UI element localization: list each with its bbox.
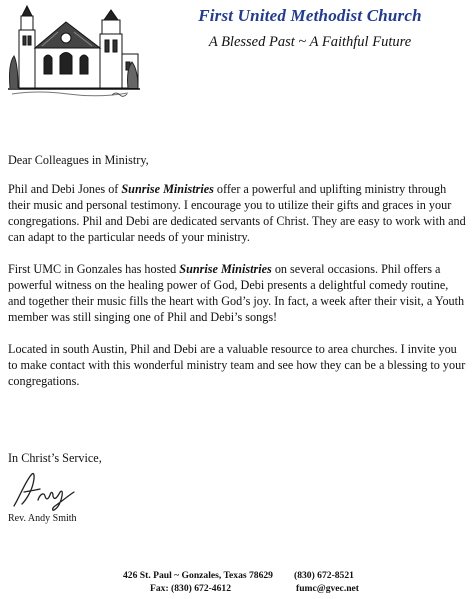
paragraph-2-pre: First UMC in Gonzales has hosted — [8, 262, 180, 276]
tagline-left: A Blessed Past — [208, 34, 295, 50]
footer-email: fumc@gvec.net — [296, 583, 360, 594]
church-sketch-image — [8, 4, 140, 100]
footer-phone: (830) 672-8521 — [294, 570, 354, 581]
closing: In Christ’s Service, — [8, 451, 102, 465]
letter-footer — [0, 569, 474, 595]
paragraph-1-pre: Phil and Debi Jones of — [8, 182, 122, 196]
tagline-separator: ~ — [298, 34, 307, 50]
signer-name: Rev. Andy Smith — [8, 513, 77, 524]
church-name: First United Methodist Church — [198, 6, 422, 25]
ministry-name: Sunrise Ministries — [121, 182, 214, 196]
letter-body — [8, 152, 468, 405]
ministry-name: Sunrise Ministries — [179, 262, 272, 276]
footer-line-2 — [0, 582, 474, 595]
footer-line-1 — [0, 569, 474, 582]
letterhead-tagline — [150, 34, 470, 51]
paragraph-2-post: on several occasions. Phil offers a powerful witness on the healing power of God, Debi presents a delightful comedy routine, and together their music fills the heart with God’s joy. In fact, a week after their visit, a Youth member was still singing one of Phil and Debi’s songs! — [8, 262, 465, 324]
paragraph-1 — [8, 181, 468, 245]
footer-fax: Fax: (830) 672-4612 — [150, 583, 231, 594]
footer-address: 426 St. Paul ~ Gonzales, Texas 78629 — [123, 570, 273, 581]
signature-image — [10, 466, 80, 512]
salutation: Dear Colleagues in Ministry, — [8, 153, 149, 167]
paragraph-2 — [8, 261, 468, 325]
paragraph-3: Located in south Austin, Phil and Debi are a valuable resource to area churches. I invite you to make contact with this wonderful ministry team and see how they can be a blessing to your congregations. — [8, 342, 466, 388]
paragraph-1-post: offer a powerful and uplifting ministry through their music and personal testimony. I encourage you to utilize their gifts and graces in your congregations. Phil and Debi are dedicated servants of Christ. They are easy to work with and can adapt to the particular needs of your ministry. — [8, 182, 466, 244]
tagline-right: A Faithful Future — [309, 34, 412, 50]
